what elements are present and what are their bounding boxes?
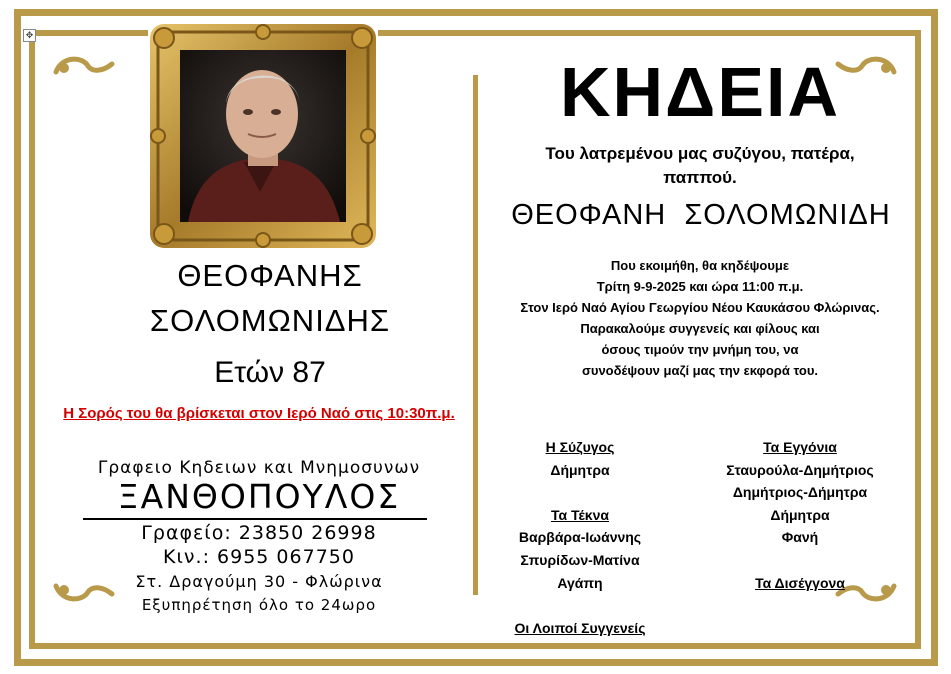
deceased-name: ΘΕΟΦΑΝΗ ΣΟΛΟΜΩΝΙΔΗ: [511, 199, 891, 231]
detail-line: όσους τιμούν την μνήμη του, να: [601, 342, 799, 357]
grandchild-name: Σταυρούλα-Δημήτριος: [726, 462, 874, 478]
detail-line: Που εκοιμήθη, θα κηδέψουμε: [610, 258, 790, 273]
first-name: ΘΕΟΦΑΝΗΣ: [177, 258, 363, 293]
detail-line: συνοδέψουν μαζί μας την εκφορά του.: [581, 363, 818, 378]
detail-line: Στον Ιερό Ναό Αγίου Γεωργίου Νέου Καυκάσου Φλώρινας.: [520, 300, 880, 315]
child-name: Αγάπη: [557, 575, 603, 591]
vertical-divider: [473, 75, 478, 595]
child-name: Σπυρίδων-Ματίνα: [520, 552, 640, 568]
body-notice: Η Σορός του θα βρίσκεται στον Ιερό Ναό στις 10:30π.μ.: [63, 405, 455, 422]
funeral-heading: ΚΗΔΕΙΑ: [559, 53, 841, 131]
other-relatives-label: Οι Λοιποί Συγγενείς: [514, 620, 646, 636]
grandchildren-label: Τα Εγγόνια: [763, 439, 837, 455]
spouse-label: Η Σύζυγος: [545, 439, 615, 455]
office-hours: Εξυπηρέτηση όλο το 24ωρο: [141, 596, 377, 614]
office-mobile: Κιν.: 6955 067750: [163, 546, 355, 568]
office-name: ΞΑΝΘΟΠΟΥΛΟΣ: [117, 477, 401, 516]
great-grandchildren-label: Τα Δισέγγονα: [755, 575, 845, 591]
detail-line: Τρίτη 9-9-2025 και ώρα 11:00 π.μ.: [596, 279, 804, 294]
detail-line: Παρακαλούμε συγγενείς και φίλους και: [580, 321, 820, 336]
portrait-photo: [148, 22, 378, 250]
flourish-top-left-icon: [52, 52, 116, 80]
grandchild-name: Δήμητρα: [770, 507, 830, 523]
office-phone: Γραφείο: 23850 26998: [141, 522, 377, 544]
grandchild-name: Φανή: [781, 529, 819, 545]
children-label: Τα Τέκνα: [550, 507, 610, 523]
age: Ετών 87: [214, 356, 326, 389]
last-name: ΣΟΛΟΜΩΝΙΔΗΣ: [149, 303, 391, 338]
portrait-frame: [148, 22, 378, 250]
child-name: Βαρβάρα-Ιωάννης: [518, 529, 642, 545]
grandchild-name: Δημήτριος-Δήμητρα: [732, 484, 868, 500]
office-address: Στ. Δραγούμη 30 - Φλώρινα: [135, 572, 383, 591]
intro-line-1: Του λατρεμένου μας συζύγου, πατέρα,: [545, 144, 855, 163]
intro-line-2: παππού.: [663, 168, 737, 187]
move-handle-icon[interactable]: ✥: [23, 29, 36, 42]
spouse-name: Δήμητρα: [550, 462, 610, 478]
office-title: Γραφειο Κηδειων και Μνημοσυνων: [97, 458, 421, 478]
office-name-underline: [83, 518, 427, 520]
